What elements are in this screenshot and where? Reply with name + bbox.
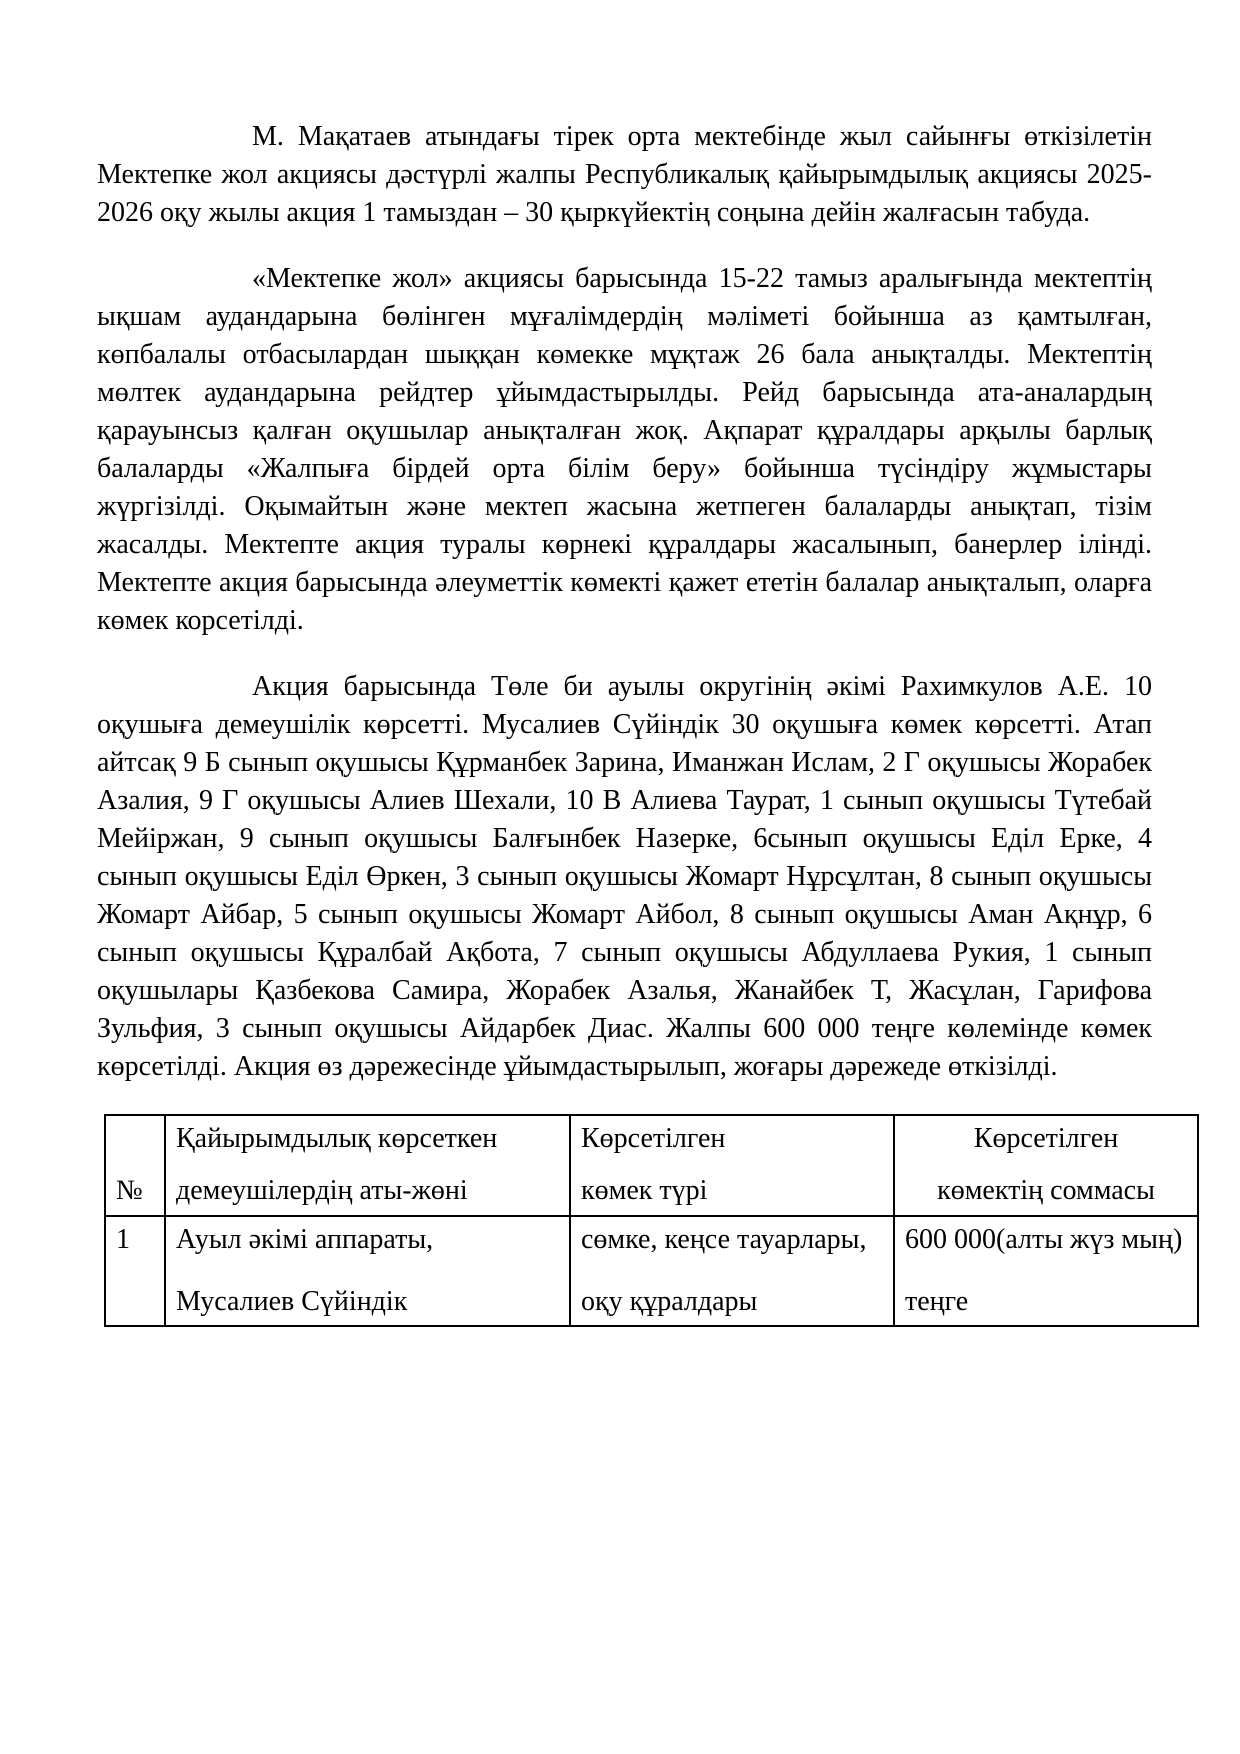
row-number: 1 xyxy=(116,1224,130,1255)
cell-aid-type xyxy=(570,1216,894,1326)
aid-type-line1: сөмке, кеңсе тауарлары, xyxy=(581,1224,867,1255)
header-sponsor-line2: демеушілердің аты-жөні xyxy=(176,1175,468,1206)
sponsor-name-line2: Мусалиев Сүйіндік xyxy=(176,1286,408,1317)
aid-sum-line2: теңге xyxy=(905,1286,969,1317)
table-row xyxy=(105,1216,1198,1326)
sponsors-table xyxy=(104,1114,1199,1327)
aid-sum-line1: 600 000(алты жүз мың) xyxy=(905,1224,1183,1255)
header-cell-sponsor xyxy=(165,1115,570,1216)
header-cell-aid-type xyxy=(570,1115,894,1216)
table-header-row xyxy=(105,1115,1198,1216)
header-cell-aid-sum xyxy=(894,1115,1198,1216)
header-aid-type-line1: Көрсетілген xyxy=(581,1123,726,1154)
header-aid-type-line2: көмек түрі xyxy=(581,1175,708,1206)
paragraph-sponsors-list: Акция барысында Төле би ауылы округінің әкімі Рахимкулов А.Е. 10 оқушыға демеушілік көрсетті. Мусалиев Сүйіндік 30 оқушыға көмек көрсетті. Атап айтсақ 9 Б сынып оқушысы Құрманбек Зарина, Иманжан Ислам, 2 Г оқушысы Жорабек Азалия, 9 Г оқушысы Алиев Шехали, 10 В Алиева Таурат, 1 сынып оқушысы Түтебай Мейіржан, 9 сынып оқушысы Балғынбек Назерке, 6сынып оқушысы Еділ Ерке, 4 сынып оқушысы Еділ Өркен, 3 сынып оқушысы Жомарт Нұрсұлтан, 8 сынып оқушысы Жомарт Айбар, 5 сынып оқушысы Жомарт Айбол, 8 сынып оқушысы Аман Ақнұр, 6 сынып оқушысы Құралбай Ақбота, 7 сынып оқушысы Абдуллаева Рукия, 1 сынып оқушылары Қазбекова Самира, Жорабек Азалья, Жанайбек Т, Жасұлан, Гарифова Зульфия, 3 сынып оқушысы Айдарбек Диас. Жалпы 600 000 теңге көлемінде көмек көрсетілді. Акция өз дәрежесінде ұйымдастырылып, жоғары дәрежеде өткізілді. xyxy=(97,671,1152,1082)
paragraph-intro: М. Мақатаев атындағы тірек орта мектебінде жыл сайынғы өткізілетін Мектепке жол акциясы дәстүрлі жалпы Республикалық қайырымдылық акциясы 2025-2026 оқу жылы акция 1 тамыздан – 30 қыркүйектің соңына дейін жалғасын табуда. xyxy=(97,121,1152,228)
header-number-label: № xyxy=(116,1175,143,1206)
header-aid-sum-line1: Көрсетілген xyxy=(973,1123,1119,1154)
header-aid-sum-line2: көмектің соммасы xyxy=(937,1175,1155,1206)
sponsor-name-line1: Ауыл әкімі аппараты, xyxy=(176,1224,434,1255)
cell-aid-sum xyxy=(894,1216,1198,1326)
header-sponsor-line1: Қайырымдылық көрсеткен xyxy=(176,1123,498,1154)
header-cell-number xyxy=(105,1115,165,1216)
paragraph-campaign-details: «Мектепке жол» акциясы барысында 15-22 тамыз аралығында мектептің ықшам аудандарына бөлінген мұғалімдердің мәліметі бойынша аз қамтылған, көпбалалы отбасылардан шыққан көмекке мұқтаж 26 бала анықталды. Мектептің мөлтек аудандарына рейдтер ұйымдастырылды. Рейд барысында ата-аналардың қарауынсыз қалған оқушылар анықталған жоқ. Ақпарат құралдары арқылы барлық балаларды «Жалпыға бірдей орта білім беру» бойынша түсіндіру жұмыстары жүргізілді. Оқымайтын және мектеп жасына жетпеген балаларды анықтап, тізім жасалды. Мектепте акция туралы көрнекі құралдары жасалынып, банерлер ілінді. Мектепте акция барысында әлеуметтік көмекті қажет ететін балалар анықталып, оларға көмек корсетілді. xyxy=(97,263,1152,636)
aid-type-line2: оқу құралдары xyxy=(581,1286,758,1317)
cell-number xyxy=(105,1216,165,1326)
cell-sponsor xyxy=(165,1216,570,1326)
